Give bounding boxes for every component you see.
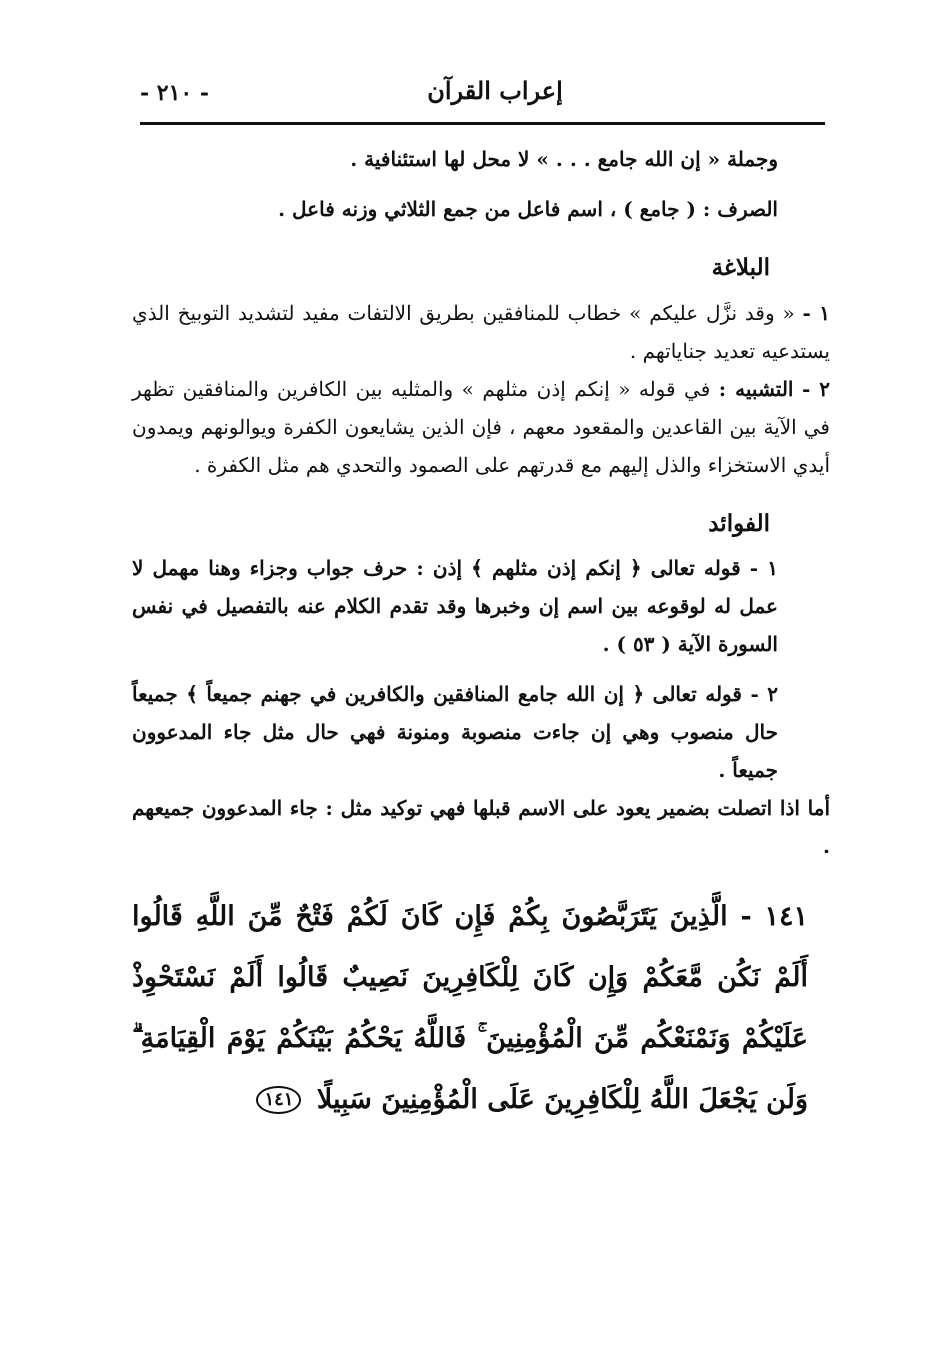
page-content	[132, 140, 830, 1157]
quran-verse	[132, 887, 830, 1130]
header-rule	[140, 122, 825, 125]
rhetoric-heading: البلاغة	[711, 254, 770, 281]
benefits-heading: الفوائد	[708, 509, 770, 537]
benefit-item: ١ - قوله تعالى ﴿ إنكم إذن مثلهم ﴾ إذن : حرف جواب وجزاء وهنا مهمل لا عمل له لوقوعه بين اسم إن وخبرها وقد تقدم الكلام عنه بالتفصيل في نفس السورة الآية ( ٥٣ ) .	[132, 556, 778, 657]
morphology-note: الصرف : ( جامع ) ، اسم فاعل من جمع الثلاثي وزنه فاعل .	[278, 197, 778, 221]
benefit-item: ٢ - قوله تعالى ﴿ إن الله جامع المنافقين والكافرين في جهنم جميعاً ﴾ جميعاً حال منصوب وهي إن جاءت منصوبة ومنونة فهي حال مثل جاء المدعوون جميعاً .	[132, 682, 778, 783]
rhetoric-item	[132, 294, 830, 370]
book-title: إعراب القرآن	[427, 76, 563, 105]
ayah-end-marker: ١٤١	[256, 1086, 301, 1113]
rhetoric-item-text: في قوله « إنكم إذن مثلهم » والمثليه بين الكافرين والمنافقين تظهر في الآية بين القاعدين والمقعود معهم ، فإن الذين يشايعون الكفرة ويوالونهم ويمدون أيدي الاستخزاء والذل إليهم مع قدرتهم على الصمود والتحدي هم مثل الكفرة .	[132, 376, 830, 477]
rhetoric-item-text: « وقد نزَّل عليكم » خطاب للمنافقين بطريق الالتفات مفيد لتشديد التوبيخ الذي يستدعيه تعديد جناياتهم .	[132, 300, 830, 363]
rhetoric-item-number: ٢ -	[801, 376, 831, 401]
page-number: - ٢١٠ -	[140, 80, 210, 106]
benefit-item: أما اذا اتصلت بضمير يعود على الاسم قبلها فهي توكيد مثل : جاء المدعوون جميعهم .	[132, 796, 830, 859]
verse-text: الَّذِينَ يَتَرَبَّصُونَ بِكُمْ فَإِن كَانَ لَكُمْ فَتْحٌ مِّنَ اللَّهِ قَالُوا أَلَمْ نَكُن مَّعَكُمْ وَإِن كَانَ لِلْكَافِرِينَ نَصِيبٌ قَالُوا أَلَمْ نَسْتَحْوِذْ عَلَيْكُمْ وَنَمْنَعْكُم مِّنَ الْمُؤْمِنِينَ ۚ فَاللَّهُ يَحْكُمُ بَيْنَكُمْ يَوْمَ الْقِيَامَةِ ۗ وَلَن يَجْعَلَ اللَّهُ لِلْكَافِرِينَ عَلَى الْمُؤْمِنِينَ سَبِيلًا	[132, 901, 808, 1115]
page-header	[140, 72, 825, 122]
rhetoric-item-term: التشبيه :	[718, 376, 794, 401]
grammar-sentence-note: وجملة « إن الله جامع . . . » لا محل لها استئنافية .	[350, 147, 778, 171]
rhetoric-item-number: ١ -	[802, 300, 831, 325]
rhetoric-item	[132, 370, 830, 484]
verse-number: ١٤١ -	[740, 901, 808, 933]
